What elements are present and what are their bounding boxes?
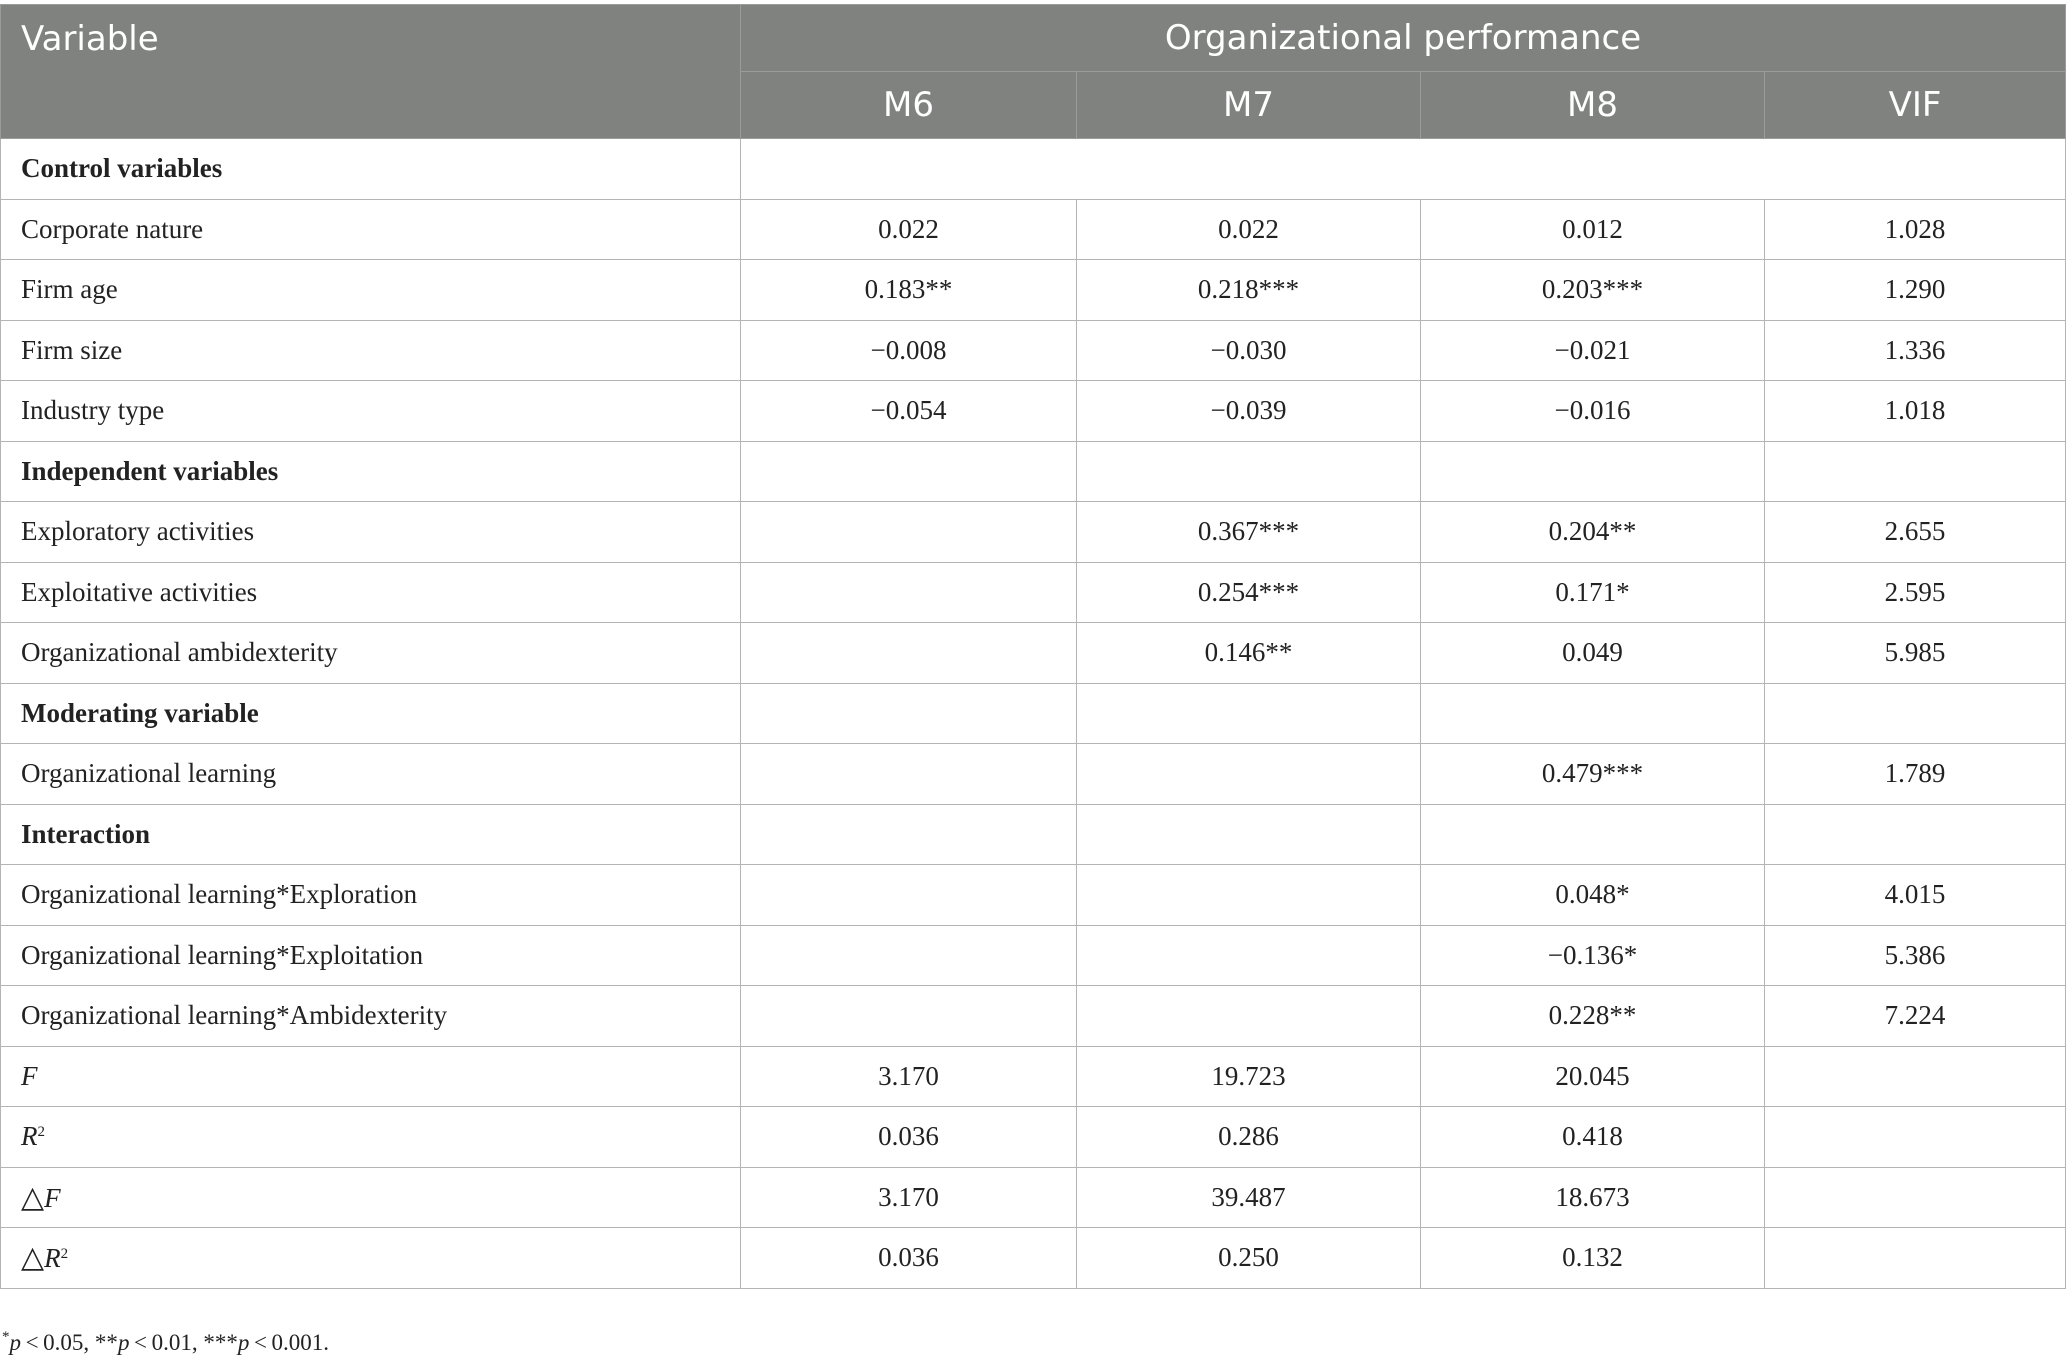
empty-cell — [741, 441, 1077, 502]
cell-vif — [1765, 1107, 2066, 1168]
cell-vif: 4.015 — [1765, 865, 2066, 926]
variable-header: Variable — [1, 5, 741, 139]
footnote-p: p — [237, 1330, 250, 1355]
cell-m7 — [1077, 744, 1421, 805]
cell-m6: 3.170 — [741, 1167, 1077, 1228]
table-row-f — [1, 1046, 2066, 1107]
cell-m6: 0.022 — [741, 199, 1077, 260]
regression-table — [0, 4, 2066, 1289]
section-label: Independent variables — [1, 441, 741, 502]
superscript: 2 — [60, 1246, 69, 1263]
significance-footnote — [2, 1330, 329, 1356]
header-row-1 — [1, 5, 2066, 72]
table-row — [1, 562, 2066, 623]
row-label: Exploitative activities — [1, 562, 741, 623]
section-label: Control variables — [1, 139, 741, 200]
footnote-p: p — [117, 1330, 130, 1355]
cell-m7: 0.367*** — [1077, 502, 1421, 563]
empty-cell — [1421, 441, 1765, 502]
cell-vif — [1765, 1046, 2066, 1107]
cell-m7: 0.254*** — [1077, 562, 1421, 623]
cell-m6 — [741, 986, 1077, 1047]
section-row-control — [1, 139, 2066, 200]
empty-cell — [1421, 683, 1765, 744]
row-label: Organizational learning — [1, 744, 741, 805]
row-label: Industry type — [1, 381, 741, 442]
row-label — [1, 1167, 741, 1228]
col-header-m8: M8 — [1421, 72, 1765, 139]
row-label — [1, 1228, 741, 1289]
cell-m7 — [1077, 925, 1421, 986]
stat-label: R — [44, 1243, 61, 1274]
cell-m6 — [741, 623, 1077, 684]
cell-m8: −0.136* — [1421, 925, 1765, 986]
superscript: 2 — [37, 1124, 45, 1141]
cell-m8: 0.049 — [1421, 623, 1765, 684]
cell-m8: 0.203*** — [1421, 260, 1765, 321]
row-label: Organizational learning*Exploration — [1, 865, 741, 926]
cell-m8: 20.045 — [1421, 1046, 1765, 1107]
cell-m6 — [741, 744, 1077, 805]
cell-m8: 0.171* — [1421, 562, 1765, 623]
col-header-m6: M6 — [741, 72, 1077, 139]
cell-vif: 5.985 — [1765, 623, 2066, 684]
cell-m6: 0.036 — [741, 1107, 1077, 1168]
cell-vif: 2.655 — [1765, 502, 2066, 563]
row-label: Corporate nature — [1, 199, 741, 260]
cell-m7 — [1077, 865, 1421, 926]
cell-vif: 1.290 — [1765, 260, 2066, 321]
footnote-text: < 0.05, ** — [21, 1330, 118, 1355]
cell-m8: 18.673 — [1421, 1167, 1765, 1228]
table-row — [1, 320, 2066, 381]
cell-m7: −0.039 — [1077, 381, 1421, 442]
col-header-m7: M7 — [1077, 72, 1421, 139]
section-label: Moderating variable — [1, 683, 741, 744]
stat-label: F — [21, 1060, 38, 1091]
row-label: Organizational learning*Ambidexterity — [1, 986, 741, 1047]
cell-m8: 0.228** — [1421, 986, 1765, 1047]
cell-m8: −0.016 — [1421, 381, 1765, 442]
cell-m6: 0.036 — [741, 1228, 1077, 1289]
empty-cell — [741, 683, 1077, 744]
empty-cell — [741, 804, 1077, 865]
cell-m7: 0.022 — [1077, 199, 1421, 260]
table-row — [1, 502, 2066, 563]
table-row — [1, 623, 2066, 684]
cell-m7 — [1077, 986, 1421, 1047]
table-row — [1, 865, 2066, 926]
cell-vif: 1.336 — [1765, 320, 2066, 381]
cell-m6: 0.183** — [741, 260, 1077, 321]
table-row — [1, 986, 2066, 1047]
row-label: Firm age — [1, 260, 741, 321]
cell-vif: 1.018 — [1765, 381, 2066, 442]
cell-vif: 5.386 — [1765, 925, 2066, 986]
cell-m6 — [741, 562, 1077, 623]
table-row — [1, 260, 2066, 321]
cell-m8: 0.048* — [1421, 865, 1765, 926]
stat-label: R — [21, 1121, 38, 1152]
cell-m6 — [741, 502, 1077, 563]
row-label: Firm size — [1, 320, 741, 381]
row-label — [1, 1107, 741, 1168]
cell-m8: 0.204** — [1421, 502, 1765, 563]
regression-table-container — [0, 4, 2067, 1289]
table-row-delta-r2 — [1, 1228, 2066, 1289]
col-header-vif: VIF — [1765, 72, 2066, 139]
table-row-r2 — [1, 1107, 2066, 1168]
cell-m7: 19.723 — [1077, 1046, 1421, 1107]
section-row-independent — [1, 441, 2066, 502]
cell-m8: 0.418 — [1421, 1107, 1765, 1168]
empty-cell — [1421, 804, 1765, 865]
delta-triangle-icon: △ — [21, 1180, 45, 1214]
empty-cell — [741, 139, 2066, 200]
empty-cell — [1077, 441, 1421, 502]
section-row-interaction — [1, 804, 2066, 865]
cell-m6 — [741, 925, 1077, 986]
cell-m8: 0.479*** — [1421, 744, 1765, 805]
cell-m7: 0.286 — [1077, 1107, 1421, 1168]
cell-m6: 3.170 — [741, 1046, 1077, 1107]
cell-m6 — [741, 865, 1077, 926]
empty-cell — [1765, 441, 2066, 502]
empty-cell — [1765, 804, 2066, 865]
cell-m7: 0.146** — [1077, 623, 1421, 684]
section-label: Interaction — [1, 804, 741, 865]
cell-m7: −0.030 — [1077, 320, 1421, 381]
table-row — [1, 744, 2066, 805]
cell-vif — [1765, 1167, 2066, 1228]
cell-vif: 7.224 — [1765, 986, 2066, 1047]
group-header: Organizational performance — [741, 5, 2066, 72]
empty-cell — [1077, 804, 1421, 865]
cell-vif: 1.789 — [1765, 744, 2066, 805]
empty-cell — [1765, 683, 2066, 744]
cell-m8: −0.021 — [1421, 320, 1765, 381]
table-row-delta-f — [1, 1167, 2066, 1228]
footnote-star: * — [2, 1329, 10, 1345]
cell-vif: 1.028 — [1765, 199, 2066, 260]
cell-vif — [1765, 1228, 2066, 1289]
row-label: Organizational learning*Exploitation — [1, 925, 741, 986]
footnote-p: p — [9, 1330, 21, 1355]
stat-label: F — [44, 1182, 61, 1213]
footnote-text: < 0.001. — [249, 1330, 330, 1355]
delta-triangle-icon: △ — [21, 1241, 45, 1275]
empty-cell — [1077, 683, 1421, 744]
table-row — [1, 925, 2066, 986]
section-row-moderating — [1, 683, 2066, 744]
row-label: Organizational ambidexterity — [1, 623, 741, 684]
footnote-text: < 0.01, *** — [129, 1330, 238, 1355]
cell-m7: 0.250 — [1077, 1228, 1421, 1289]
cell-m8: 0.132 — [1421, 1228, 1765, 1289]
cell-vif: 2.595 — [1765, 562, 2066, 623]
cell-m8: 0.012 — [1421, 199, 1765, 260]
row-label — [1, 1046, 741, 1107]
table-row — [1, 199, 2066, 260]
table-row — [1, 381, 2066, 442]
cell-m6: −0.008 — [741, 320, 1077, 381]
cell-m7: 0.218*** — [1077, 260, 1421, 321]
row-label: Exploratory activities — [1, 502, 741, 563]
cell-m6: −0.054 — [741, 381, 1077, 442]
cell-m7: 39.487 — [1077, 1167, 1421, 1228]
